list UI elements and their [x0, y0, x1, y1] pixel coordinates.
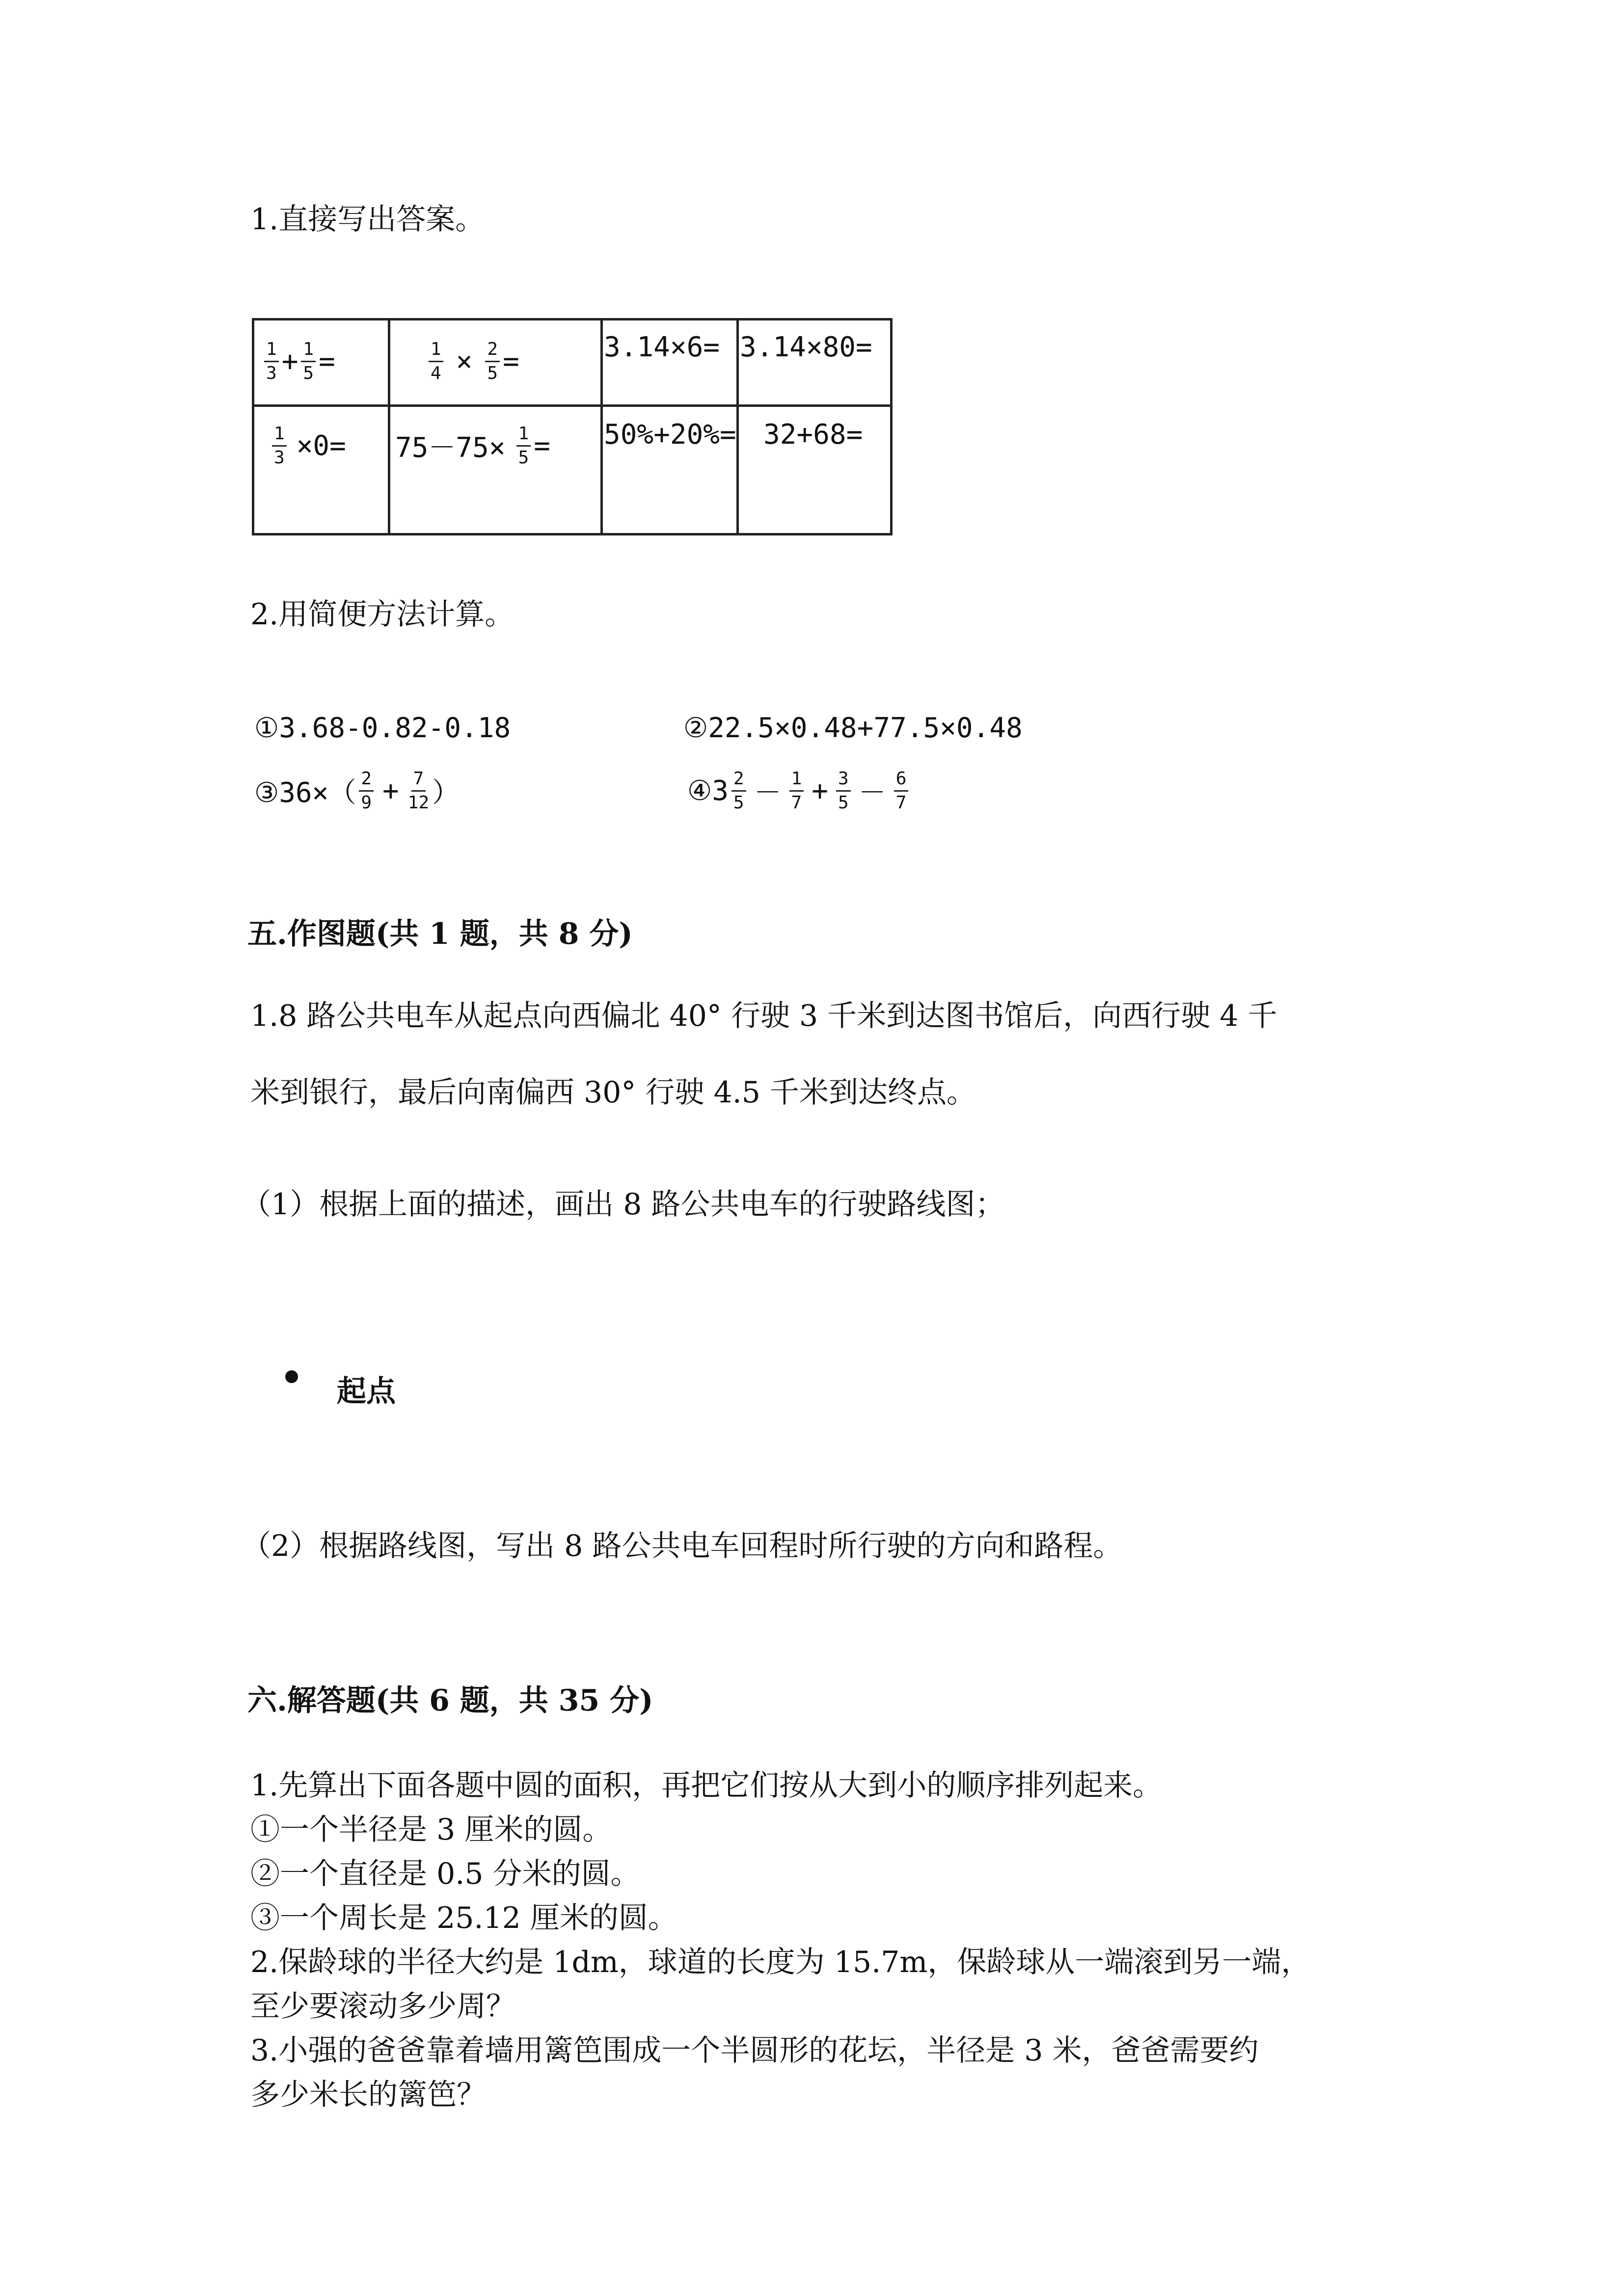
simplify-item-1: ①3.68-0.82-0.18	[254, 712, 511, 744]
section-6-line: ②一个直径是 0.5 分米的圆。	[250, 1857, 640, 1891]
fraction: $\frac{2}{5}$	[731, 770, 746, 812]
fraction: $\frac{2}{9}$	[359, 770, 374, 812]
start-point-label: 起点	[337, 1374, 396, 1409]
section-5-problem-line: 1.8 路公共电车从起点向西偏北 40° 行驶 3 千米到达图书馆后，向西行驶 4 千	[250, 999, 1277, 1033]
fraction: $\frac{1}{5}$	[516, 425, 531, 467]
table-cell: 50%+20%=	[602, 406, 738, 534]
table-cell: $\frac{1}{3}$ + $\frac{1}{5}$ =	[253, 320, 389, 406]
table-cell: 3.14×6=	[602, 320, 738, 406]
section-6-line: 1.先算出下面各题中圆的面积，再把它们按从大到小的顺序排列起来。	[250, 1768, 1163, 1803]
fraction: $\frac{1}{3}$	[272, 425, 287, 467]
section-6-line: 至少要滚动多少周？	[250, 1989, 515, 2024]
fraction: $\frac{1}{5}$	[301, 340, 316, 383]
question-2-title: 2.用简便方法计算。	[250, 597, 514, 632]
start-point-dot	[285, 1370, 298, 1383]
section-6-line: ③一个周长是 25.12 厘米的圆。	[250, 1901, 677, 1935]
table-cell: 75－75× $\frac{1}{5}$ =	[389, 406, 602, 534]
table-cell: $\frac{1}{3}$ ×0=	[253, 406, 389, 534]
fraction: $\frac{1}{7}$	[789, 770, 804, 812]
section-5-problem-line: 米到银行，最后向南偏西 30° 行驶 4.5 千米到达终点。	[250, 1075, 976, 1110]
question-1-title: 1.直接写出答案。	[250, 202, 485, 237]
section-5-sub-question-2: （2）根据路线图，写出 8 路公共电车回程时所行驶的方向和路程。	[242, 1529, 1123, 1563]
fraction: $\frac{6}{7}$	[894, 770, 909, 812]
simplify-item-3: ③36×（ $\frac{2}{9}$ + $\frac{7}{12}$ ）	[254, 769, 460, 813]
simplify-item-4: ④3 $\frac{2}{5}$ － $\frac{1}{7}$ + $\frac{3}{5}$ － $\frac{6}{7}$	[687, 770, 911, 812]
simplify-item-2: ②22.5×0.48+77.5×0.48	[683, 712, 1023, 744]
fraction: $\frac{3}{5}$	[836, 770, 851, 812]
fraction: $\frac{2}{5}$	[485, 340, 500, 383]
section-5-sub-question-1: （1）根据上面的描述，画出 8 路公共电车的行驶路线图；	[242, 1187, 1005, 1222]
fraction: $\frac{7}{12}$	[407, 769, 430, 813]
section-6-title: 六.解答题(共 6 题，共 35 分)	[247, 1683, 653, 1718]
fraction: $\frac{1}{3}$	[264, 340, 279, 383]
fraction: $\frac{1}{4}$	[429, 340, 443, 383]
table-cell: 3.14×80=	[738, 320, 892, 406]
section-5-title: 五.作图题(共 1 题，共 8 分)	[247, 917, 633, 951]
calculation-table	[252, 318, 893, 535]
section-6-line: ①一个半径是 3 厘米的圆。	[250, 1813, 612, 1847]
table-cell: 32+68=	[738, 406, 892, 534]
section-6-line: 3.小强的爸爸靠着墙用篱笆围成一个半圆形的花坛，半径是 3 米，爸爸需要约	[250, 2033, 1259, 2068]
section-6-line: 多少米长的篱笆？	[250, 2078, 486, 2112]
table-cell: $\frac{1}{4}$ × $\frac{2}{5}$ =	[389, 320, 602, 406]
section-6-line: 2.保龄球的半径大约是 1dm，球道的长度为 15.7m，保龄球从一端滚到另一端，	[250, 1945, 1311, 1979]
